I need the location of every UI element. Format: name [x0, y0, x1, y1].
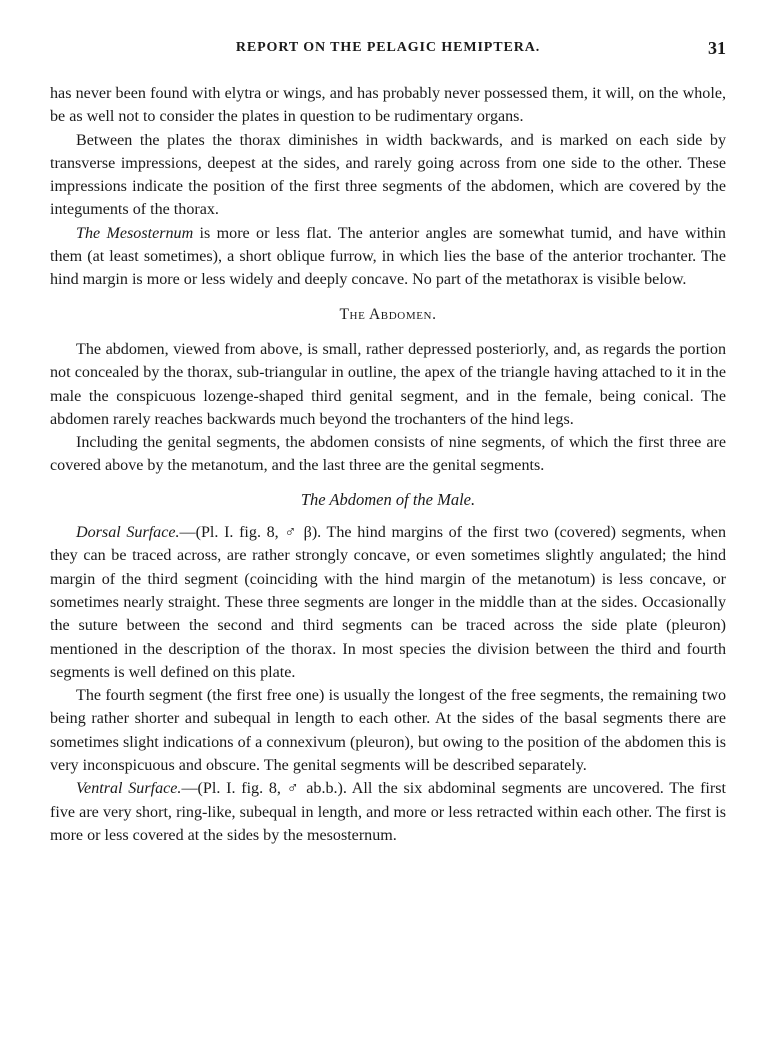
- mesosternum-lead: The Mesosternum: [76, 224, 194, 242]
- section-heading-abdomen: The Abdomen.: [339, 305, 437, 323]
- running-header: [50, 40, 726, 62]
- paragraph-abdomen-overview: The abdomen, viewed from above, is small, rather depressed posteriorly, and, as regards the portion not concealed by the thorax, sub-triangular in outline, the apex of the triangle having attached to it in the male the conspicuous lozenge-shaped third genital segment, and in the female, being conical. The abdomen rarely reaches backwards much beyond the trochanters of the hind legs.: [50, 340, 726, 428]
- running-title: REPORT ON THE PELAGIC HEMIPTERA.: [235, 40, 541, 55]
- subsection-heading-male-abdomen: The Abdomen of the Male.: [300, 489, 476, 509]
- mesosternum-text: is more or less flat. The anterior angles are somewhat tumid, and have within them (at least sometimes), a short oblique furrow, in which lies the base of the anterior trochanter. The hind margin is more or less widely and deeply concave. No part of the metathorax is visible below.: [50, 224, 726, 289]
- paragraph-continued: has never been found with elytra or wings, and has probably never possessed them, it will, on the whole, be as well not to consider the plates in question to be rudimentary organs.: [50, 85, 726, 126]
- paragraph-ventral-surface: [50, 777, 726, 847]
- page-body: [50, 82, 726, 847]
- paragraph-mesosternum: [50, 222, 726, 292]
- dorsal-surface-lead: Dorsal Surface.: [76, 524, 180, 542]
- dorsal-surface-text: The hind margins of the first two (covered) segments, when they can be traced across, are rather strongly concave, or even sometimes slightly angulated; the hind margin of the third segment (coinciding with the hind margin of the metanotum) is less concave, or sometimes nearly straight. These three segments are longer in the middle than at the sides. Occasionally the suture between the second and third segments can be traced across the side plate (pleuron) mentioned in the description of the thorax. In most species the division between the third and fourth segments is well defined on this plate.: [50, 524, 726, 681]
- page-number: 31: [708, 38, 726, 58]
- paragraph-abdomen-segments: Including the genital segments, the abdomen consists of nine segments, of which the first three are covered above by the metanotum, and the last three are the genital segments.: [50, 434, 726, 475]
- paragraph-dorsal-surface: [50, 521, 726, 684]
- dorsal-surface-plate-ref: —(Pl. I. fig. 8, ♂ β).: [179, 524, 322, 542]
- ventral-surface-text: All the six abdominal segments are uncovered. The first five are very short, ring-like, subequal in length, and more or less retracted within each other. The first is more or less covered at the sides by the mesosternum.: [50, 780, 726, 844]
- ventral-surface-plate-ref: —(Pl. I. fig. 8, ♂ ab.b.).: [181, 780, 347, 798]
- paragraph-thorax-impressions: Between the plates the thorax diminishes in width backwards, and is marked on each side by transverse impressions, deepest at the sides, and rarely going across from one side to the other. These impressions indicate the position of the first three segments of the abdomen, which are covered by the integuments of the thorax.: [50, 131, 726, 219]
- ventral-surface-lead: Ventral Surface.: [76, 780, 182, 798]
- paragraph-fourth-segment: The fourth segment (the first free one) is usually the longest of the free segments, the remaining two being rather shorter and subequal in length to each other. At the sides of the basal segments there are sometimes slight indications of a connexivum (pleuron), but owing to the position of the abdomen this is very inconspicuous and obscure. The genital segments will be described separately.: [50, 687, 726, 775]
